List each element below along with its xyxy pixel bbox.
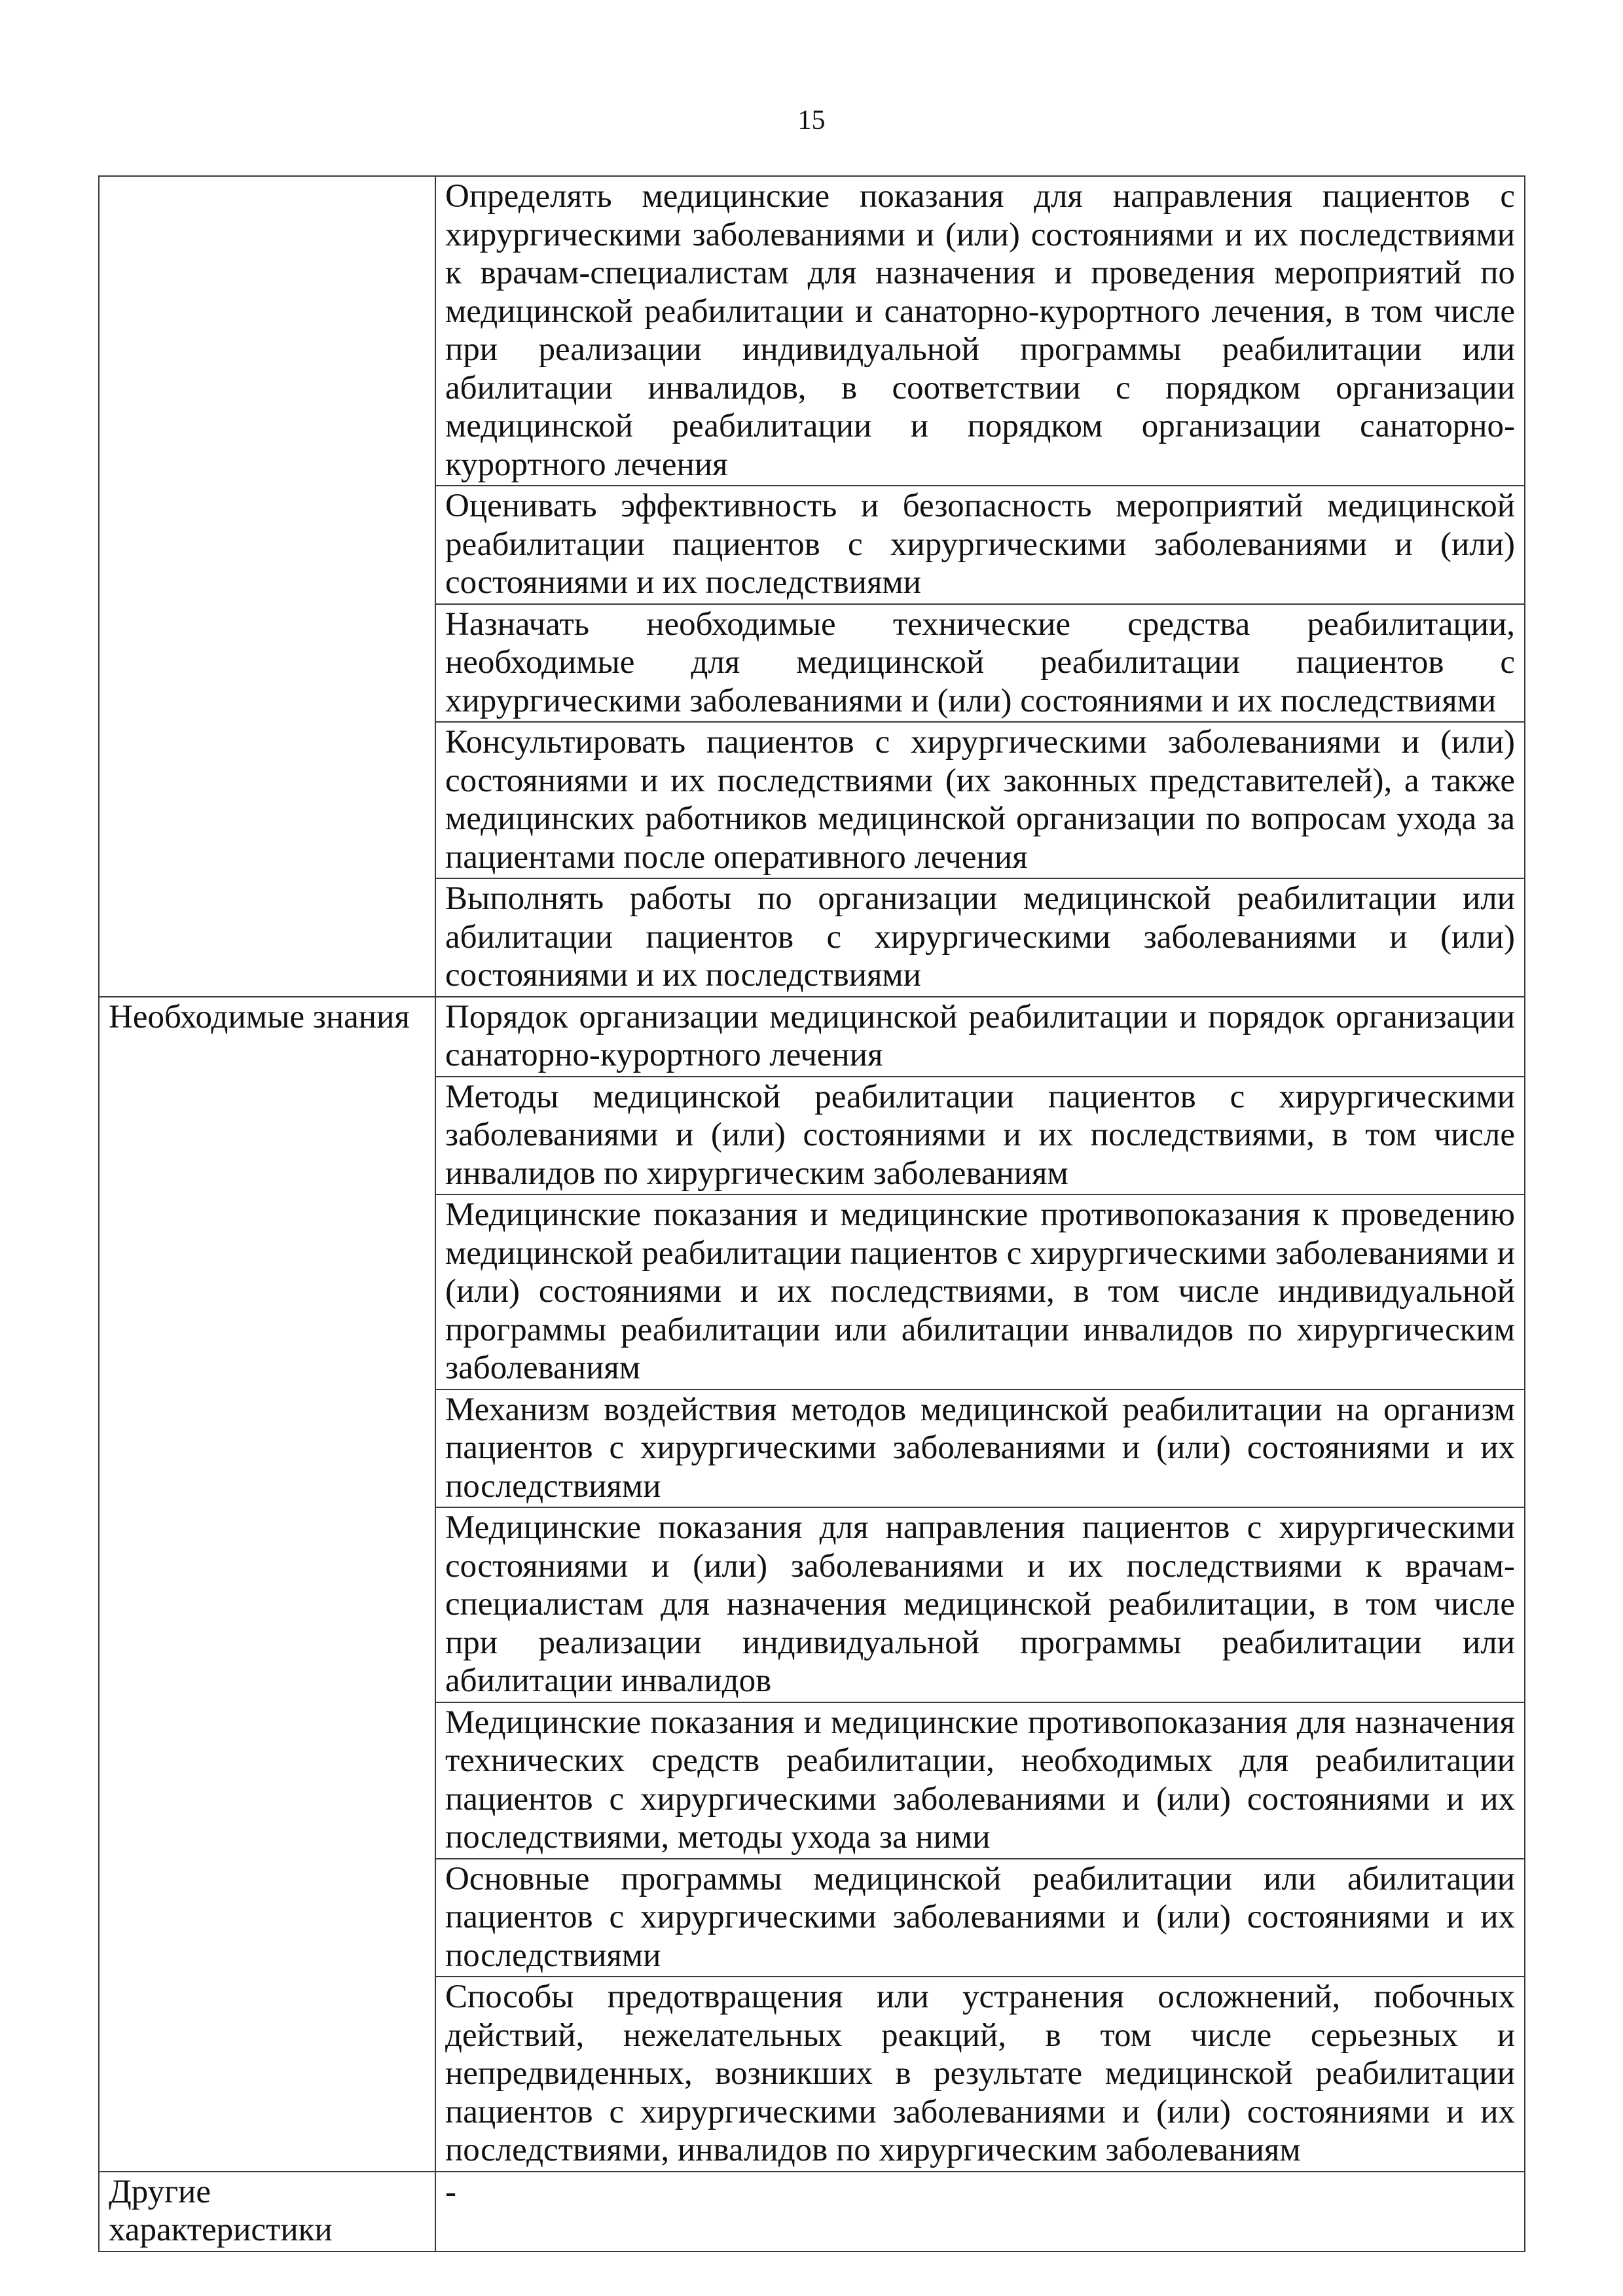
- table-cell: -: [435, 2172, 1525, 2251]
- table-cell: Консультировать пациентов с хирургическими заболеваниями и (или) состояниями и их последствиями (их законных представителей), а также медицинских работников медицинской организации по вопросам ухода за пациентами после оперативного лечения: [435, 722, 1525, 878]
- table-cell: Назначать необходимые технические средства реабилитации, необходимые для медицинской реабилитации пациентов с хирургическими заболеваниями и (или) состояниями и их последствиями: [435, 604, 1525, 723]
- requirements-table: [98, 175, 1525, 2252]
- table-cell: Оценивать эффективность и безопасность мероприятий медицинской реабилитации пациентов с хирургическими заболеваниями и (или) состояниями и их последствиями: [435, 486, 1525, 604]
- table-row: [99, 997, 1525, 1077]
- table-cell: Выполнять работы по организации медицинской реабилитации или абилитации пациентов с хирургическими заболеваниями и (или) состояниями и их последствиями: [435, 878, 1525, 997]
- table-cell: Медицинские показания и медицинские противопоказания для назначения технических средств реабилитации, необходимых для реабилитации пациентов с хирургическими заболеваниями и (или) состояниями и их последствиями, методы ухода за ними: [435, 1702, 1525, 1859]
- table-cell: Медицинские показания и медицинские противопоказания к проведению медицинской реабилитации пациентов с хирургическими заболеваниями и (или) состояниями и их последствиями, в том числе индивидуальной программы реабилитации или абилитации инвалидов по хирургическим заболеваниям: [435, 1194, 1525, 1390]
- table-cell: Определять медицинские показания для направления пациентов с хирургическими заболеваниями и (или) состояниями и их последствиями к врачам-специалистам для назначения и проведения мероприятий по медицинской реабилитации и санаторно-курортного лечения, в том числе при реализации индивидуальной программы реабилитации или абилитации инвалидов, в соответствии с порядком организации медицинской реабилитации и порядком организации санаторно-курортного лечения: [435, 176, 1525, 486]
- table-cell: Медицинские показания для направления пациентов с хирургическими состояниями и (или) заболеваниями и их последствиями к врачам-специалистам для назначения медицинской реабилитации, в том числе при реализации индивидуальной программы реабилитации или абилитации инвалидов: [435, 1507, 1525, 1702]
- table-cell: Основные программы медицинской реабилитации или абилитации пациентов с хирургическими заболеваниями и (или) состояниями и их последствиями: [435, 1859, 1525, 1977]
- table-cell: Порядок организации медицинской реабилитации и порядок организации санаторно-курортного лечения: [435, 997, 1525, 1077]
- page-number: 15: [797, 105, 826, 135]
- row-label-knowledge: Необходимые знания: [99, 997, 435, 2172]
- row-label-other: Другие характеристики: [99, 2172, 435, 2251]
- row-label-skills: [99, 176, 435, 997]
- table-cell: Способы предотвращения или устранения осложнений, побочных действий, нежелательных реакций, в том числе серьезных и непредвиденных, возникших в результате медицинской реабилитации пациентов с хирургическими заболеваниями и (или) состояниями и их последствиями, инвалидов по хирургическим заболеваниям: [435, 1977, 1525, 2172]
- table-row: [99, 2172, 1525, 2251]
- table-cell: Методы медицинской реабилитации пациентов с хирургическими заболеваниями и (или) состояниями и их последствиями, в том числе инвалидов по хирургическим заболеваниям: [435, 1077, 1525, 1195]
- table-cell: Механизм воздействия методов медицинской реабилитации на организм пациентов с хирургическими заболеваниями и (или) состояниями и их последствиями: [435, 1390, 1525, 1508]
- table-row: [99, 176, 1525, 486]
